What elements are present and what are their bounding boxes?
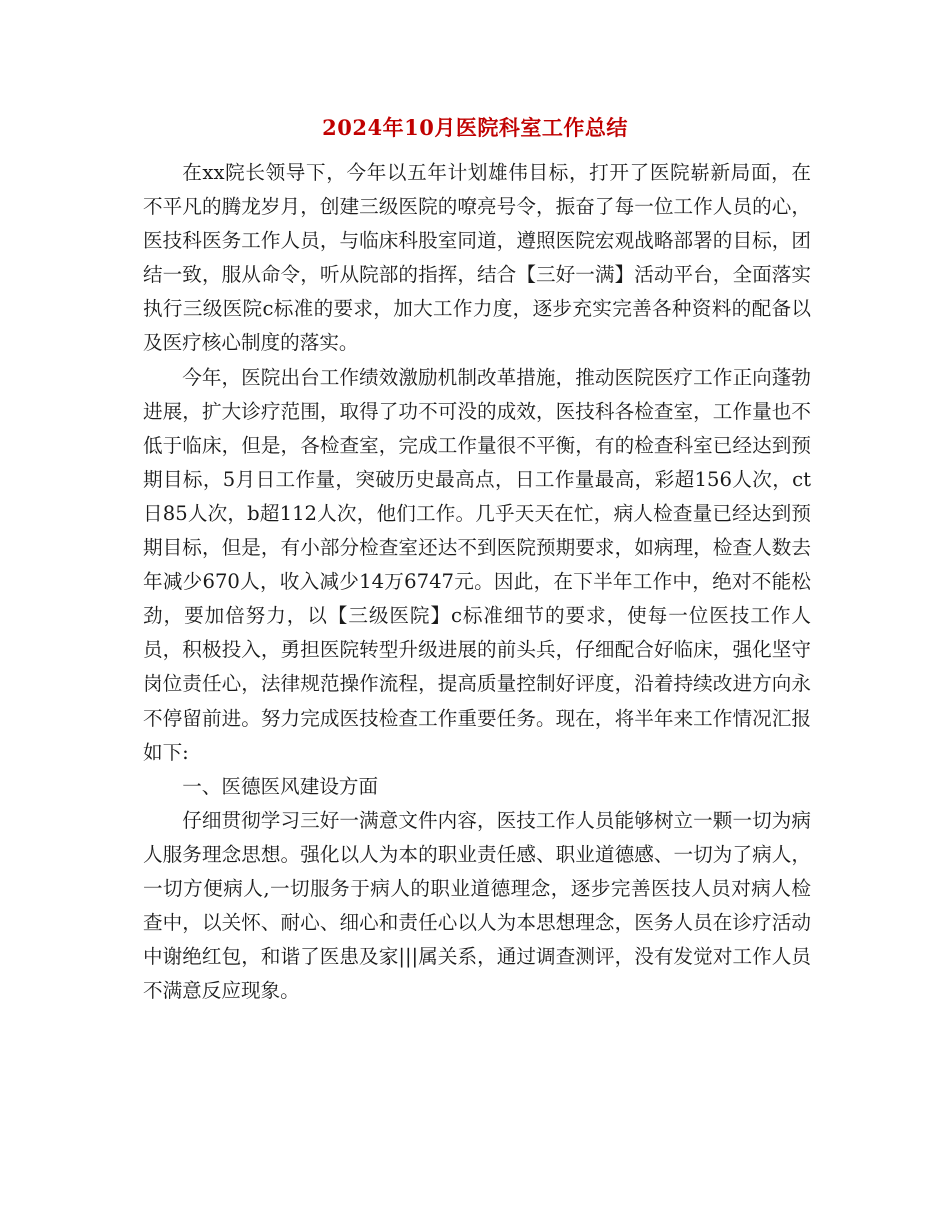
document-body: [143, 156, 811, 1008]
paragraph-intro: 在xx院长领导下，今年以五年计划雄伟目标，打开了医院崭新局面，在不平凡的腾龙岁月，创建三级医院的嘹亮号令，振奋了每一位工作人员的心，医技科医务工作人员，与临床科股室同道，遵照医院宏观战略部署的目标，团结一致，服从命令，听从院部的指挥，结合【三好一满】活动平台，全面落实执行三级医院c标准的要求，加大工作力度，逐步充实完善各种资料的配备以及医疗核心制度的落实。: [143, 161, 811, 355]
paragraph-workload: 今年，医院出台工作绩效激励机制改革措施，推动医院医疗工作正向蓬勃进展，扩大诊疗范围，取得了功不可没的成效，医技科各检查室，工作量也不低于临床，但是，各检查室，完成工作量很不平衡，有的检查科室已经达到预期目标，5月日工作量，突破历史最高点，日工作量最高，彩超156人次，ct日85人次，b超112人次，他们工作。几乎天天在忙，病人检查量已经达到预期目标，但是，有小部分检查室还达不到医院预期要求，如病理，检查人数去年减少670人，收入减少14万6747元。因此，在下半年工作中，绝对不能松劲，要加倍努力，以【三级医院】c标准细节的要求，使每一位医技工作人员，积极投入，勇担医院转型升级进展的前头兵，仔细配合好临床，强化坚守岗位责任心，法律规范操作流程，提高质量控制好评度，沿着持续改进方向永不停留前进。努力完成医技检查工作重要任务。现在，将半年来工作情况汇报如下:: [143, 365, 811, 764]
document-title: 2024年10月医院科室工作总结: [322, 115, 628, 140]
section-heading-medical-ethics: 一、医德医风建设方面: [182, 774, 379, 798]
paragraph-medical-ethics: 仔细贯彻学习三好一满意文件内容，医技工作人员能够树立一颗一切为病人服务理念思想。强化以人为本的职业责任感、职业道德感、一切为了病人，一切方便病人,一切服务于病人的职业道德理念，逐步完善医技人员对病人检查中，以关怀、耐心、细心和责任心以人为本思想理念，医务人员在诊疗活动中谢绝红包，和谐了医患及家|||属关系，通过调查测评，没有发觉对工作人员不满意反应现象。: [143, 808, 811, 1003]
